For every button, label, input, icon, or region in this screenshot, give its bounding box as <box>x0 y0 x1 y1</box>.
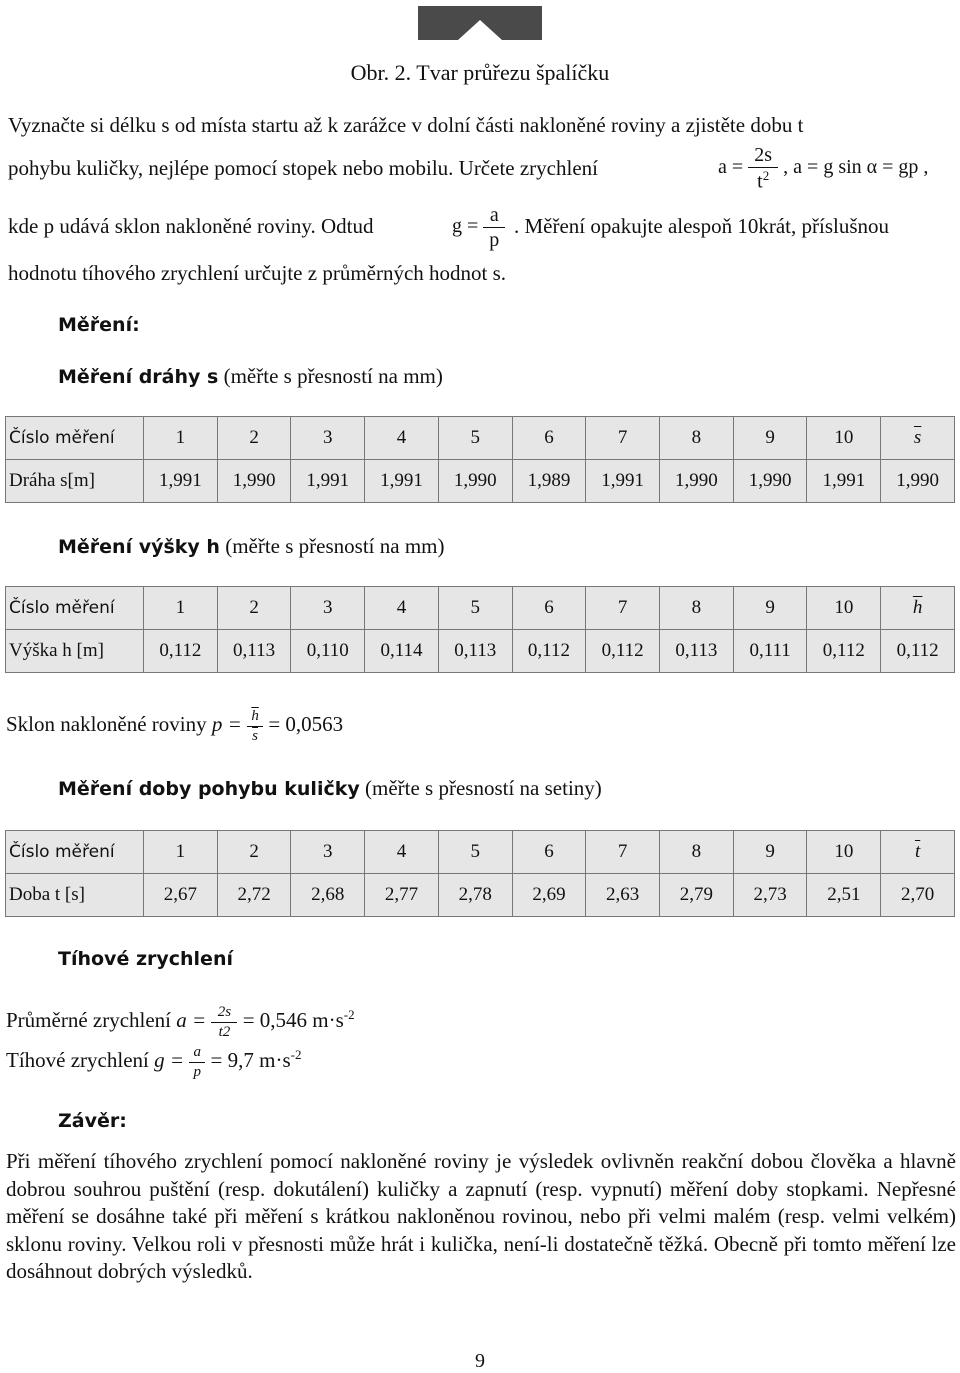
table-cell: 1,991 <box>365 460 439 503</box>
table-cell: 9 <box>733 587 807 630</box>
intro-line-2-text: pohybu kuličky, nejlépe pomocí stopek nebo mobilu. Určete zrychlení <box>8 156 598 180</box>
avg-den: t <box>218 1023 223 1040</box>
table-cell: 1 <box>144 831 218 874</box>
avg-den-exp: 2 <box>222 1023 231 1040</box>
table-cell: 0,113 <box>660 630 734 673</box>
slope-label: Sklon nakloněné roviny <box>6 711 207 736</box>
table-cell: 4 <box>365 587 439 630</box>
slope-lhs: p = <box>211 711 242 736</box>
gravity-title: Tíhové zrychlení <box>58 948 233 970</box>
intro-line-3-text: kde p udává sklon nakloněné roviny. Odtud <box>8 214 374 238</box>
g-lhs: g = <box>154 1047 185 1072</box>
table-cell: 2,79 <box>660 874 734 917</box>
height-row-label: Výška h [m] <box>6 630 144 673</box>
table-cell: 2,73 <box>733 874 807 917</box>
height-title-rest: (měřte s přesností na mm) <box>219 534 445 558</box>
section-measurement-title: Měření: <box>58 314 140 336</box>
table-cell: 0,112 <box>144 630 218 673</box>
height-header-label: Číslo měření <box>6 587 144 630</box>
avg-label: Průměrné zrychlení <box>6 1007 172 1032</box>
table-cell: 2,72 <box>217 874 291 917</box>
height-title <box>58 534 444 559</box>
table-cell: 6 <box>512 587 586 630</box>
gravity-line <box>6 1044 301 1080</box>
avg-exp: -2 <box>343 1006 355 1022</box>
table-cell: 2,69 <box>512 874 586 917</box>
table-cell: 10 <box>807 587 881 630</box>
g-fraction <box>189 1044 205 1080</box>
formula-a-lhs: a = <box>718 155 744 178</box>
mean-symbol: $\overline{h}$ <box>912 597 923 618</box>
slope-line <box>6 708 343 744</box>
formula-a-num: 2s <box>754 144 773 166</box>
table-cell: 2,70 <box>881 874 955 917</box>
time-title-bold: Měření doby pohybu kuličky <box>58 778 360 800</box>
table-cell: 8 <box>660 587 734 630</box>
table-cell: 2 <box>217 831 291 874</box>
table-cell: 7 <box>586 831 660 874</box>
slope-num: $\overline{h}$ <box>251 708 259 724</box>
page-number: 9 <box>475 1350 485 1372</box>
mean-header-cell <box>881 587 955 630</box>
formula-g-fraction <box>483 204 505 251</box>
table-cell: 0,112 <box>586 630 660 673</box>
table-cell: 1,991 <box>291 460 365 503</box>
intro-line-3-rest: . Měření opakujte alespoň 10krát, příslušnou <box>514 214 890 238</box>
table-cell: 0,114 <box>365 630 439 673</box>
avg-result: = 0,546 m·s <box>242 1007 344 1032</box>
intro-line-3 <box>8 214 373 239</box>
table-cell: 3 <box>291 417 365 460</box>
table-cell: 8 <box>660 417 734 460</box>
formula-g-num: a <box>489 204 499 226</box>
table-cell: 2,51 <box>807 874 881 917</box>
g-label: Tíhové zrychlení <box>6 1047 149 1072</box>
table-row <box>6 460 955 503</box>
table-cell: 2,67 <box>144 874 218 917</box>
table-row <box>6 417 955 460</box>
conclusion-text: Při měření tíhového zrychlení pomocí nakloněné roviny je výsledek ovlivněn reakční dobou člověka a hlavně dobrou souhrou puštění (resp. dokutálení) kuličky a zapnutí (resp. vypnutí) měření doby stopkami. Nepřesné měření se dosáhne také při měření s krátkou nakloněnou rovinou, nebo při velmi malém (resp. velmi velkém) sklonu roviny. Velkou roli v přesnosti může hrát i kulička, není-li dostatečně těžká. Obecně při tomto měření lze dosáhnout dobrých výsledků. <box>6 1149 956 1283</box>
table-cell: 5 <box>438 831 512 874</box>
time-table <box>5 830 955 917</box>
table-cell: 2 <box>217 417 291 460</box>
table-cell: 0,111 <box>733 630 807 673</box>
formula-g-lhs: g = <box>452 215 479 238</box>
formula-acceleration <box>718 144 928 193</box>
table-cell: 6 <box>512 831 586 874</box>
table-cell: 1 <box>144 417 218 460</box>
slope-fraction <box>247 708 263 744</box>
table-cell: 1,990 <box>733 460 807 503</box>
table-cell: 2,68 <box>291 874 365 917</box>
figure-caption: Obr. 2. Tvar průřezu špalíčku <box>350 60 610 85</box>
table-cell: 8 <box>660 831 734 874</box>
height-table <box>5 586 955 673</box>
table-cell: 1 <box>144 587 218 630</box>
distance-row-label: Dráha s[m] <box>6 460 144 503</box>
table-cell: 1,990 <box>881 460 955 503</box>
avg-lhs: a = <box>176 1007 207 1032</box>
table-cell: 1,989 <box>512 460 586 503</box>
formula-a-rest: , a = g sin α = gp , <box>783 155 929 178</box>
distance-header-label: Číslo měření <box>6 417 144 460</box>
table-cell: 0,113 <box>438 630 512 673</box>
distance-table <box>5 416 955 503</box>
formula-gravity <box>452 204 505 251</box>
table-cell: 3 <box>291 831 365 874</box>
g-den: p <box>193 1063 202 1080</box>
distance-title-rest: (měřte s přesností na mm) <box>218 364 443 388</box>
time-row-label: Doba t [s] <box>6 874 144 917</box>
table-cell: 2,77 <box>365 874 439 917</box>
table-row <box>6 630 955 673</box>
bookmark-notch-shape-icon <box>418 6 542 40</box>
height-title-bold: Měření výšky h <box>58 536 220 558</box>
table-cell: 5 <box>438 417 512 460</box>
table-cell: 9 <box>733 831 807 874</box>
avg-acceleration-line <box>6 1004 355 1040</box>
intro-line-1: Vyznačte si délku s od místa startu až k zarážce v dolní části nakloněné roviny a zjistěte dobu t <box>8 113 804 137</box>
time-title-rest: (měřte s přesností na setiny) <box>359 776 602 800</box>
table-cell: 4 <box>365 831 439 874</box>
intro-line-4: hodnotu tíhového zrychlení určujte z průměrných hodnot s. <box>8 261 507 285</box>
mean-header-cell <box>881 831 955 874</box>
table-cell: 2,63 <box>586 874 660 917</box>
distance-title-bold: Měření dráhy s <box>58 366 219 388</box>
table-cell: 2,78 <box>438 874 512 917</box>
mean-header-cell <box>881 417 955 460</box>
time-title <box>58 776 602 801</box>
mean-symbol: $\overline{s}$ <box>913 427 922 448</box>
table-cell: 10 <box>807 831 881 874</box>
formula-a-fraction <box>748 144 778 193</box>
table-cell: 0,110 <box>291 630 365 673</box>
mean-symbol: $\overline{t}$ <box>914 841 921 862</box>
table-cell: 1,990 <box>660 460 734 503</box>
conclusion-title: Závěr: <box>58 1110 127 1132</box>
table-cell: 0,113 <box>217 630 291 673</box>
table-cell: 0,112 <box>512 630 586 673</box>
table-cell: 10 <box>807 417 881 460</box>
table-cell: 7 <box>586 587 660 630</box>
g-exp: -2 <box>290 1046 302 1062</box>
formula-g-den: p <box>489 229 500 251</box>
g-result: = 9,7 m·s <box>210 1047 291 1072</box>
table-cell: 0,112 <box>881 630 955 673</box>
table-row <box>6 831 955 874</box>
table-cell: 1,990 <box>217 460 291 503</box>
slope-den: s <box>252 727 258 744</box>
distance-title <box>58 364 443 389</box>
table-row <box>6 587 955 630</box>
table-cell: 6 <box>512 417 586 460</box>
table-cell: 0,112 <box>807 630 881 673</box>
table-row <box>6 874 955 917</box>
g-num: a <box>193 1044 202 1060</box>
slope-result: = 0,0563 <box>268 711 344 736</box>
time-header-label: Číslo měření <box>6 831 144 874</box>
table-cell: 1,991 <box>144 460 218 503</box>
table-cell: 1,990 <box>438 460 512 503</box>
table-cell: 9 <box>733 417 807 460</box>
formula-a-den-exp: 2 <box>762 168 770 183</box>
table-cell: 2 <box>217 587 291 630</box>
formula-a-den: t <box>757 170 763 193</box>
table-cell: 4 <box>365 417 439 460</box>
table-cell: 5 <box>438 587 512 630</box>
avg-num: 2s <box>217 1004 232 1020</box>
table-cell: 7 <box>586 417 660 460</box>
table-cell: 3 <box>291 587 365 630</box>
intro-line-2 <box>8 156 598 181</box>
table-cell: 1,991 <box>586 460 660 503</box>
table-cell: 1,991 <box>807 460 881 503</box>
avg-fraction <box>211 1004 237 1040</box>
